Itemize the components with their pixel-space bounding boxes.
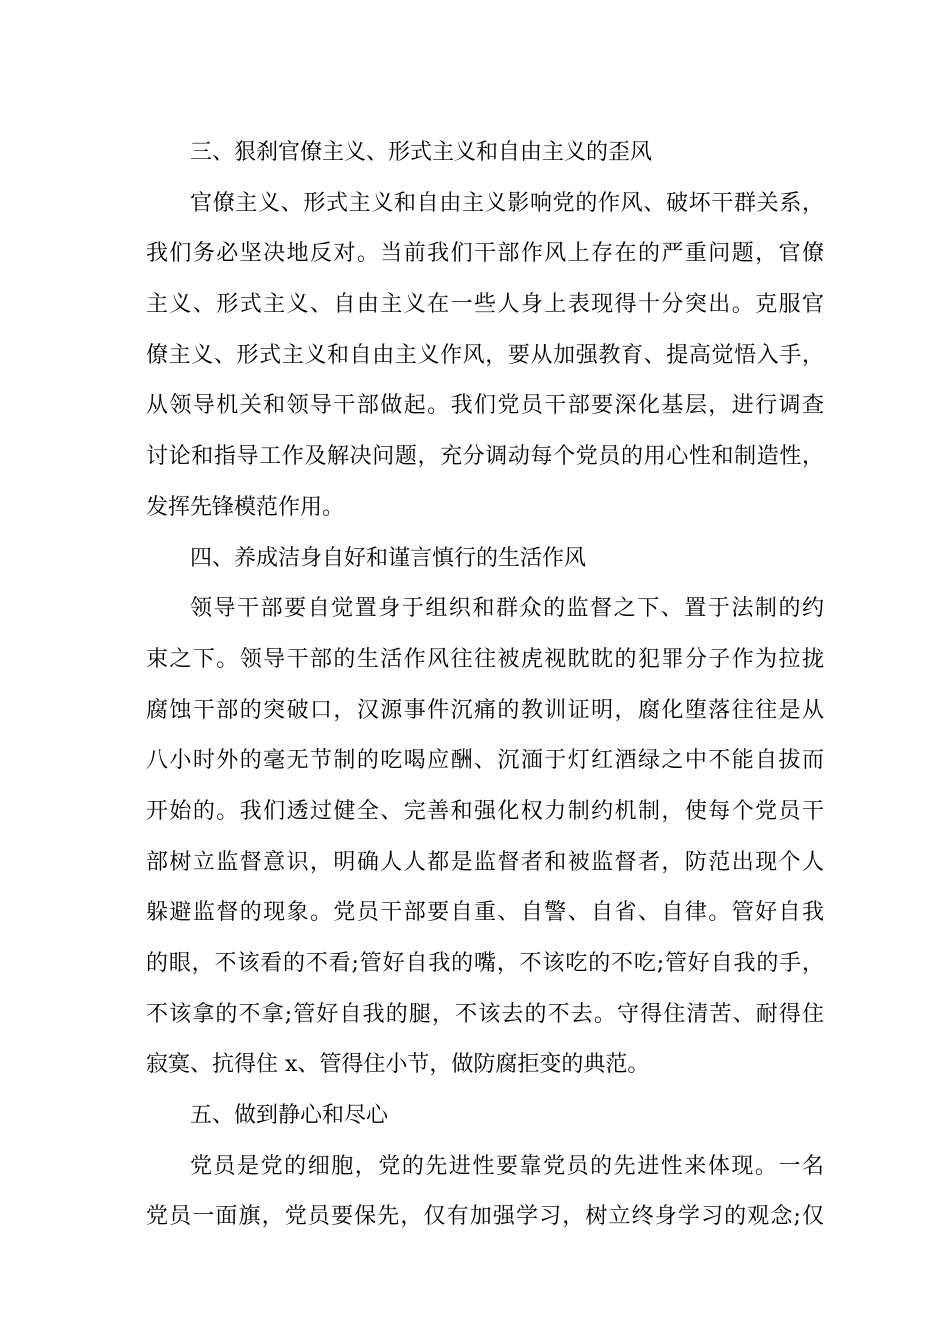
paragraph-line: 躲避监督的现象。党员干部要自重、自警、自省、自律。管好自我	[146, 900, 824, 926]
paragraph-line: 开始的。我们透过健全、完善和强化权力制约机制，使每个党员干	[146, 798, 824, 824]
paragraph-line: 官僚主义、形式主义和自由主义影响党的作风、破坏干群关系，	[190, 190, 824, 216]
paragraph-line: 部树立监督意识，明确人人都是监督者和被监督者，防范出现个人	[146, 849, 824, 875]
paragraph-line: 八小时外的毫无节制的吃喝应酬、沉湎于灯红酒绿之中不能自拔而	[146, 748, 824, 774]
document-body	[146, 128, 824, 1243]
paragraph-line: 寂寞、抗得住 x、管得住小节，做防腐拒变的典范。	[146, 1052, 650, 1078]
paragraph-line: 僚主义、形式主义和自由主义作风，要从加强教育、提高觉悟入手，	[146, 342, 824, 368]
paragraph-line: 我们务必坚决地反对。当前我们干部作风上存在的严重问题，官僚	[146, 241, 824, 267]
section-heading-4: 四、养成洁身自好和谨言慎行的生活作风	[190, 545, 587, 571]
paragraph-line: 主义、形式主义、自由主义在一些人身上表现得十分突出。克服官	[146, 292, 824, 318]
section-heading-3: 三、狠刹官僚主义、形式主义和自由主义的歪风	[190, 140, 653, 165]
paragraph-line: 的眼，不该看的不看;管好自我的嘴，不该吃的不吃;管好自我的手，	[146, 951, 824, 976]
paragraph-line: 发挥先锋模范作用。	[146, 494, 345, 520]
paragraph-line: 领导干部要自觉置身于组织和群众的监督之下、置于法制的约	[190, 596, 824, 622]
paragraph-line: 腐蚀干部的突破口，汉源事件沉痛的教训证明，腐化堕落往往是从	[146, 697, 824, 723]
paragraph-line: 党员一面旗，党员要保先，仅有加强学习，树立终身学习的观念;仅	[146, 1204, 824, 1230]
paragraph-line: 束之下。领导干部的生活作风往往被虎视眈眈的犯罪分子作为拉拢	[146, 646, 824, 672]
paragraph-line: 党员是党的细胞，党的先进性要靠党员的先进性来体现。一名	[190, 1153, 824, 1179]
paragraph-line: 不该拿的不拿;管好自我的腿，不该去的不去。守得住清苦、耐得住	[146, 1001, 824, 1027]
section-heading-5: 五、做到静心和尽心	[190, 1103, 389, 1129]
paragraph-line: 从领导机关和领导干部做起。我们党员干部要深化基层，进行调查	[146, 393, 824, 419]
paragraph-line: 讨论和指导工作及解决问题，充分调动每个党员的用心性和制造性，	[146, 444, 824, 470]
